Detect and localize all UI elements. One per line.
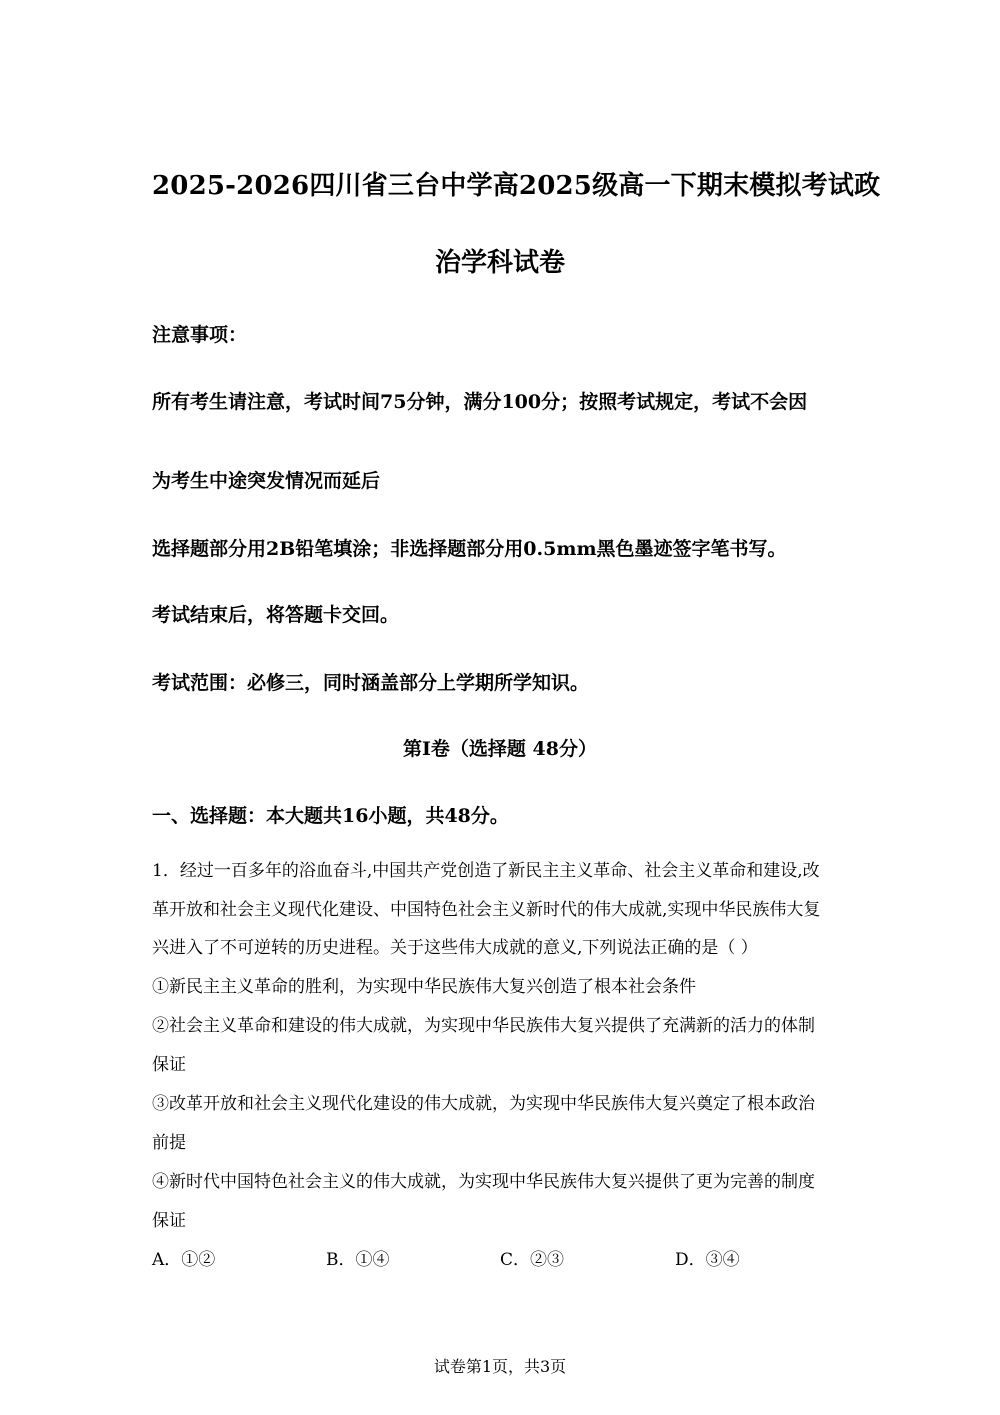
- question-1-statement-2-line-2: 保证: [152, 1055, 186, 1075]
- question-1-stem-line-1: 1．经过一百多年的浴血奋斗,中国共产党创造了新民主主义革命、社会主义革命和建设,改: [152, 861, 820, 881]
- question-1-choice-d: D．③④: [675, 1250, 740, 1270]
- notice-item-3: 考试结束后，将答题卡交回。: [152, 604, 400, 626]
- question-1-statement-3-line-2: 前提: [152, 1133, 186, 1153]
- volume-title: 第I卷（选择题 48分）: [403, 738, 597, 760]
- question-1-statement-1: ①新民主主义革命的胜利，为实现中华民族伟大复兴创造了根本社会条件: [152, 977, 696, 997]
- question-1-statement-3-line-1: ③改革开放和社会主义现代化建设的伟大成就，为实现中华民族伟大复兴奠定了根本政治: [152, 1094, 815, 1114]
- exam-title-line1: 2025-2026四川省三台中学高2025级高一下期末模拟考试政: [152, 171, 881, 201]
- exam-title-line2: 治学科试卷: [434, 248, 565, 278]
- notice-item-2: 选择题部分用2B铅笔填涂；非选择题部分用0.5mm黑色墨迹签字笔书写。: [152, 538, 787, 560]
- notice-item-1-line-1: 所有考生请注意，考试时间75分钟，满分100分；按照考试规定，考试不会因: [152, 391, 808, 413]
- section-title: 一、选择题：本大题共16小题，共48分。: [152, 805, 509, 827]
- question-1-stem-line-2: 革开放和社会主义现代化建设、中国特色社会主义新时代的伟大成就,实现中华民族伟大复: [152, 900, 821, 920]
- question-1-choice-b: B．①④: [326, 1250, 390, 1270]
- question-1-statement-4-line-2: 保证: [152, 1211, 186, 1231]
- notice-item-4: 考试范围：必修三，同时涵盖部分上学期所学知识。: [152, 672, 590, 694]
- question-1-choice-a: A．①②: [152, 1250, 216, 1270]
- question-1-stem-line-3: 兴进入了不可逆转的历史进程。关于这些伟大成就的意义,下列说法正确的是（ ）: [152, 938, 758, 958]
- question-1-statement-2-line-1: ②社会主义革命和建设的伟大成就，为实现中华民族伟大复兴提供了充满新的活力的体制: [152, 1016, 815, 1036]
- notice-heading: 注意事项：: [152, 324, 248, 346]
- notice-item-1-line-2: 为考生中途突发情况而延后: [152, 470, 381, 492]
- question-1-statement-4-line-1: ④新时代中国特色社会主义的伟大成就，为实现中华民族伟大复兴提供了更为完善的制度: [152, 1172, 815, 1192]
- question-1-choice-c: C．②③: [500, 1250, 565, 1270]
- page-footer: 试卷第1页，共3页: [433, 1357, 567, 1376]
